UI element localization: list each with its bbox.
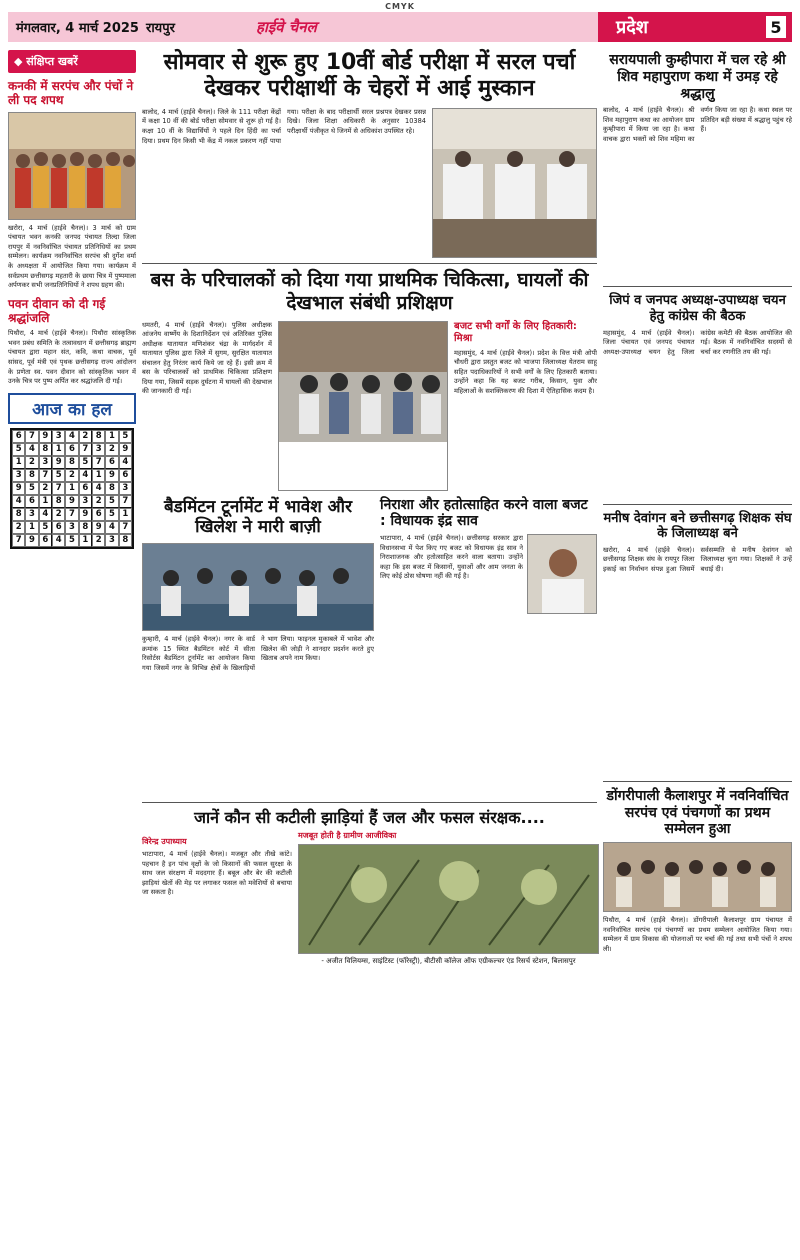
sudoku-cell: 6 [65,443,78,456]
story5-headline: जानें कौन सी कटीली झाड़ियां हैं जल और फसल संरक्षक.... [194,807,545,827]
sudoku-cell: 2 [39,482,52,495]
sarpanch-meeting-photo [603,842,792,912]
sudoku-cell: 9 [105,469,118,482]
right-story4-body: पिथौरा, 4 मार्च (हाईवे चैनल)। डोंगरीपाली कैलाशपुर ग्राम पंचायत में नवनिर्वाचित सरपंच एवं पंचगणों का प्रथम सम्मेलन आयोजित किया गया। सम्मेलन में ग्राम विकास की योजनाओं पर चर्चा की गई तथा सभी पंचों ने शपथ ली। [603,916,792,953]
sudoku-cell: 5 [79,456,92,469]
sudoku-cell: 9 [92,521,105,534]
sudoku-cell: 6 [119,469,132,482]
story3-body: कुम्हारी, 4 मार्च (हाईवे चैनल)। नगर के वार्ड क्रमांक 15 स्थित बैडमिंटन कोर्ट में सीता रिसोर्टस बैडमिंटन टूर्नामेंट का आयोजन किया गया जिसमें नगर के विभिन्न क्षेत्रों के खिलाड़ियों ने भाग लिया। फाइनल मुकाबले में भावेश और खिलेश की जोड़ी ने शानदार प्रदर्शन करते हुए खिताब अपने नाम किया। [142,635,374,672]
sudoku-cell: 8 [92,430,105,443]
first-aid-training-photo [278,321,448,491]
sudoku-cell: 1 [25,521,38,534]
sudoku-cell: 7 [119,521,132,534]
sudoku-cell: 2 [92,495,105,508]
sudoku-cell: 8 [105,482,118,495]
sudoku-cell: 8 [25,469,38,482]
brief-story1-body: खरोरा, 4 मार्च (हाईवे चैनल)। 3 मार्च को ग्राम पंचायत भवन कनकी जनपद पंचायत तिल्दा जिला रायपुर में नवनिर्वाचित पंचायत प्रतिनिधियों का प्रथम सम्मेलन। कार्यक्रम नवनिर्वाचित सरपंच श्री दुर्गेश वर्मा के अध्यक्षता में आयोजित किया गया। कार्यक्रम में सर्वप्रथम छत्तीसगढ़ महतारी के छाया चित्र में पुष्पमाला अर्पणकर सभी जनप्रतिनिधियों ने शपथ ग्रहण की। [8,223,136,290]
sudoku-cell: 9 [25,534,38,547]
sudoku-cell: 1 [12,456,25,469]
sudoku-cell: 8 [119,534,132,547]
right-story1-headline: सरायपाली कुम्हीपारा में चल रहे श्री शिव महापुराण कथा में उमड़ रहे श्रद्धालु [609,52,786,102]
sudoku-cell: 4 [79,469,92,482]
lead-body: बालोद, 4 मार्च (हाईवे चैनल)। जिले के 111 परीक्षा केंद्रों में कक्षा 10 वीं की बोर्ड परीक्षा सोमवार से शुरू हो गई है। कक्षा 10 वीं के विद्यार्थियों ने पहले दिन हिंदी का पर्चा दिया। प्रथम दिन किसी भी केंद्र में नकल प्रकरण नहीं पाया गया। परीक्षा के बाद परीक्षार्थी सरल प्रश्नपत्र देखकर प्रसन्न दिखे। जिला शिक्षा अधिकारी के अनुसार 10384 परीक्षार्थी पंजीकृत थे जिनमें से अधिकांश उपस्थित रहे। [142,107,426,145]
sudoku-cell: 7 [12,534,25,547]
sudoku-cell: 5 [39,521,52,534]
story4-headline: निराशा और हतोत्साहित करने वाला बजट : विधायक इंद्र साव [380,496,588,530]
divider [603,781,792,782]
story5-byline: विरेन्द्र उपाध्याय [142,836,187,846]
sudoku-cell: 5 [105,495,118,508]
sudoku-cell: 1 [92,469,105,482]
edition-city: रायपुर [146,21,175,36]
sudoku-cell: 4 [12,495,25,508]
story2-body: धमतरी, 4 मार्च (हाईवे चैनल)। पुलिस अधीक्षक आंजनेय वार्ष्णेय के दिशानिर्देशन एवं अतिरिक्त पुलिस अधीक्षक यातायात मणिशंकर चंद्रा के मार्गदर्शन में यातायात पुलिस द्वारा जिले में सुगम, सुरक्षित यातायात संचालन हेतु निरंतर कार्य किये जा रहे हैं। इसी क्रम में बस के परिचालकों को प्राथमिक चिकित्सा प्रशिक्षण दिया गया, जिसमें सड़क दुर्घटना में घायलों की देखभाल की जानकारी दी गई। [142,320,272,396]
right-story2-body: महासमुंद, 4 मार्च (हाईवे चैनल)। जिला पंचायत एवं जनपद पंचायत अध्यक्ष-उपाध्यक्ष चयन हेतु जिला कांग्रेस कमेटी की बैठक आयोजित की गई। बैठक में नवनिर्वाचित सदस्यों से चर्चा कर रणनीति तय की गई। [603,328,792,356]
thorny-bush-photo [298,844,599,954]
side-story-headline: बजट सभी वर्गों के लिए हितकारी: मिश्रा [454,320,577,344]
section-band [598,12,792,42]
sudoku-cell: 7 [65,508,78,521]
story4-body: भाटापारा, 4 मार्च (हाईवे चैनल)। छत्तीसगढ़ सरकार द्वारा विधानसभा में पेश किए गए बजट को विधायक इंद्र साव ने निराशाजनक और हतोत्साहित करने वाला बताया। उन्होंने कहा कि इस बजट में किसानों, युवाओं और आम जनता के लिए कोई ठोस घोषणा नहीं की गई है। [380,534,523,581]
sudoku-cell: 9 [119,443,132,456]
sudoku-cell: 2 [79,430,92,443]
sudoku-cell: 9 [39,430,52,443]
right-story3-body: खरोरा, 4 मार्च (हाईवे चैनल)। छत्तीसगढ़ शिक्षक संघ के रायपुर जिला इकाई का निर्वाचन संपन्न हुआ जिसमें सर्वसम्मति से मनीष देवांगन को जिलाध्यक्ष चुना गया। शिक्षकों ने उन्हें बधाई दी। [603,545,792,573]
sudoku-cell: 3 [79,495,92,508]
right-column [603,50,792,1006]
sudoku-cell: 8 [79,521,92,534]
sudoku-cell: 4 [92,482,105,495]
sudoku-cell: 9 [52,456,65,469]
brief-story1-headline: कनकी में सरपंच और पंचों ने ली पद शपथ [8,79,134,108]
sudoku-cell: 1 [52,443,65,456]
sudoku-cell: 1 [79,534,92,547]
sudoku-cell: 1 [119,508,132,521]
sudoku-cell: 6 [12,430,25,443]
sudoku-cell: 4 [119,456,132,469]
sudoku-cell: 2 [92,534,105,547]
brief-story2-body: पिथौरा, 4 मार्च (हाईवे चैनल)। पिथौरा सांस्कृतिक भवन प्रबंध समिति के तत्वावधान में छत्तीसगढ़ ब्राह्मण पंचायत द्वारा महान संत, कवि, कथा वाचक, पूर्व सांसद, पूर्व मंत्री एवं पृथक छत्तीसगढ़ राज्य आंदोलन के प्रणेता स्व. पवन दीवान को सांस्कृतिक भवन में उनके चित्र पर पुष्प अर्पित कर श्रद्धांजलि दी गई। [8,329,136,386]
divider [142,802,597,803]
middle-column [142,50,597,1020]
story2-headline: बस के परिचालकों को दिया गया प्राथमिक चिकित्सा, घायलों की देखभाल संबंधी प्रशिक्षण [150,268,589,314]
brief-story2-headline: पवन दीवान को दी गई श्रद्धांजलि [8,296,106,325]
sudoku-cell: 6 [105,456,118,469]
sudoku-cell: 7 [119,495,132,508]
sudoku-cell: 5 [25,482,38,495]
issue-date: मंगलवार, 4 मार्च 2025 [16,21,139,36]
sudoku-cell: 2 [65,469,78,482]
story3-headline: बैडमिंटन टूर्नामेंट में भावेश और खिलेश ने मारी बाज़ी [163,496,353,537]
sudoku-cell: 5 [65,534,78,547]
sudoku-cell: 5 [12,443,25,456]
sudoku-cell: 3 [39,456,52,469]
sudoku-cell: 6 [25,495,38,508]
sudoku-cell: 9 [79,508,92,521]
side-story-body: महासमुंद, 4 मार्च (हाईवे चैनल)। प्रदेश के वित्त मंत्री ओपी चौधरी द्वारा प्रस्तुत बजट को भाजपा जिलाध्यक्ष येतराम साहू सहित पदाधिकारियों ने सभी वर्गों के लिए हितकारी बताया। उन्होंने कहा कि यह बजट गरीब, किसान, युवा और महिलाओं के सशक्तिकरण की दिशा में ऐतिहासिक कदम है। [454,348,597,395]
sudoku-cell: 8 [12,508,25,521]
divider [603,286,792,287]
masthead [8,12,792,42]
sudoku-cell: 1 [65,482,78,495]
sudoku-cell: 8 [65,456,78,469]
sudoku-cell: 7 [52,482,65,495]
page-number: 5 [766,16,786,38]
cmyk-marker: CMYK [385,2,415,11]
sudoku-cell: 2 [12,521,25,534]
sudoku-cell: 3 [119,482,132,495]
right-story2-headline: जिपं व जनपद अध्यक्ष-उपाध्यक्ष चयन हेतु कांग्रेस की बैठक [609,293,786,324]
sudoku-cell: 4 [52,534,65,547]
masthead-left [8,12,598,42]
sudoku-cell: 7 [79,443,92,456]
sudoku-cell: 5 [119,430,132,443]
right-story1-body: बालोद, 4 मार्च (हाईवे चैनल)। श्री शिव महापुराण कथा का आयोजन ग्राम कुम्हीपारा में किया जा रहा है। कथा वाचक द्वारा भक्तों को शिव महिमा का वर्णन किया जा रहा है। कथा स्थल पर प्रतिदिन बड़ी संख्या में श्रद्धालु पहुंच रहे हैं। [603,106,792,144]
story5-subhead: मजबूत होती है ग्रामीण आजीविका [298,830,397,840]
sudoku-cell: 2 [105,443,118,456]
newspaper-brand: हाईवे चैनल [256,18,317,36]
sudoku-cell: 6 [92,508,105,521]
sudoku-cell: 7 [25,430,38,443]
oath-ceremony-photo [8,112,136,220]
divider [603,504,792,505]
sudoku-cell: 8 [39,443,52,456]
sudoku-cell: 9 [12,482,25,495]
sudoku-cell: 3 [105,534,118,547]
mla-portrait [527,534,597,614]
sudoku-cell: 1 [105,430,118,443]
sudoku-cell: 2 [52,508,65,521]
brief-news-header: ◆ संक्षिप्त खबरें [8,50,136,73]
sudoku-cell: 6 [52,521,65,534]
story5-body: भाटापारा, 4 मार्च (हाईवे चैनल)। मजबूत और तीखे कांटे। पहचान है इन पांच वृक्षों के जो किसानों की फसल सुरक्षा के साथ जल संरक्षण में मददगार हैं। बबूल और बेर की कटीली झाड़ियां खेतों की मेड़ पर लगाकर फसल को मवेशियों से बचाया जा सकता है। [142,850,292,897]
sudoku-cell: 4 [25,443,38,456]
badminton-photo [142,543,374,631]
sudoku-cell: 3 [92,443,105,456]
left-column [8,50,136,549]
expert-credit: - अजीत विलियम्स, साइंटिस्ट (फॉरेस्ट्री), बीटीसी कॉलेज ऑफ एग्रीकल्चर एंड रिसर्च स्टेशन, बिलासपुर [321,957,576,966]
sudoku-cell: 7 [92,456,105,469]
sudoku-cell: 4 [39,508,52,521]
sudoku-cell: 3 [25,508,38,521]
sudoku-cell: 5 [105,508,118,521]
sudoku-cell: 9 [65,495,78,508]
sudoku-cell: 6 [39,534,52,547]
sudoku-cell: 5 [52,469,65,482]
sudoku-cell: 1 [39,495,52,508]
sudoku-cell: 3 [52,430,65,443]
puzzle-solution-header: आज का हल [8,393,136,424]
sudoku-cell: 6 [79,482,92,495]
sudoku-cell: 8 [52,495,65,508]
section-title: प्रदेश [616,17,649,38]
sudoku-solution-grid [10,428,134,549]
sudoku-cell: 4 [105,521,118,534]
sudoku-cell: 4 [65,430,78,443]
exam-hall-photo [432,108,597,258]
sudoku-cell: 2 [25,456,38,469]
sudoku-cell: 3 [65,521,78,534]
sudoku-cell: 3 [12,469,25,482]
sudoku-cell: 7 [39,469,52,482]
right-story4-headline: डोंगरीपाली कैलाशपुर में नवनिर्वाचित सरपंच एवं पंचगणों का प्रथम सम्मेलन हुआ [606,787,789,838]
right-story3-headline: मनीष देवांगन बने छत्तीसगढ़ शिक्षक संघ के जिलाध्यक्ष बने [603,510,792,542]
lead-headline: सोमवार से शुरू हुए 10वीं बोर्ड परीक्षा में सरल पर्चा देखकर परीक्षार्थी के चेहरों में आई मुस्कान [163,50,576,101]
divider [142,263,597,264]
